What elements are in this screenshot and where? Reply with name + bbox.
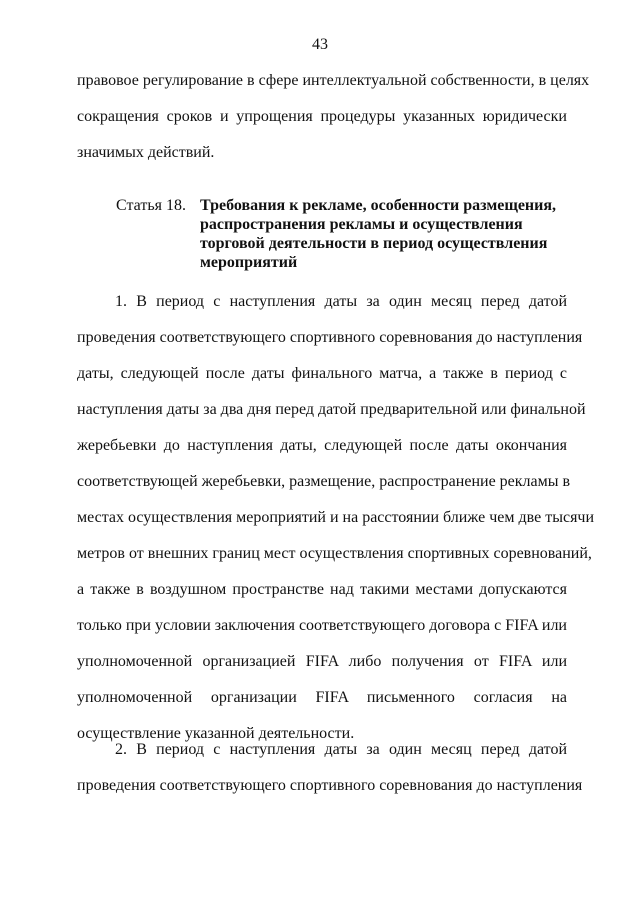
intro-paragraph [77,63,590,171]
text-line: правовое регулирование в сфере интеллектуальной собственности, в целях [77,72,590,89]
article-title-line: распространения рекламы и осуществления [200,216,523,233]
text-line: проведения соответствующего спортивного соревнования до наступления [77,329,583,346]
text-line: сокращения сроков и упрощения процедуры указанных юридически [77,108,567,125]
text-line: местах осуществления мероприятий и на расстоянии ближе чем две тысячи [77,509,595,526]
text-line: 1. В период с наступления даты за один месяц перед датой [115,293,567,310]
article-label: Статья 18. [116,197,186,214]
text-line: значимых действий. [77,144,215,161]
text-line: соответствующей жеребьевки, размещение, распространение рекламы в [77,473,571,490]
article-title-line: торговой деятельности в период осуществления [200,235,548,252]
text-line: осуществление указанной деятельности. [77,725,355,742]
article-title-line: мероприятий [200,254,298,271]
text-line: уполномоченной организации FIFA письменного согласия на [77,689,567,706]
paragraph-2 [77,732,583,804]
page-number: 43 [312,36,328,53]
article-title [200,196,580,272]
text-line: 2. В период с наступления даты за один месяц перед датой [115,741,567,758]
text-line: наступления даты за два дня перед датой предварительной или финальной [77,401,586,418]
text-line: проведения соответствующего спортивного соревнования до наступления [77,777,583,794]
text-line: даты, следующей после даты финального матча, а также в период с [77,365,567,382]
article-title-line: Требования к рекламе, особенности размещения, [200,197,557,214]
text-line: уполномоченной организацией FIFA либо получения от FIFA или [77,653,567,670]
paragraph-1 [77,284,595,752]
text-line: жеребьевки до наступления даты, следующей после даты окончания [77,437,567,454]
text-line: только при условии заключения соответствующего договора с FIFA или [77,617,567,634]
text-line: а также в воздушном пространстве над такими местами допускаются [77,581,567,598]
text-line: метров от внешних границ мест осуществления спортивных соревнований, [77,545,592,562]
